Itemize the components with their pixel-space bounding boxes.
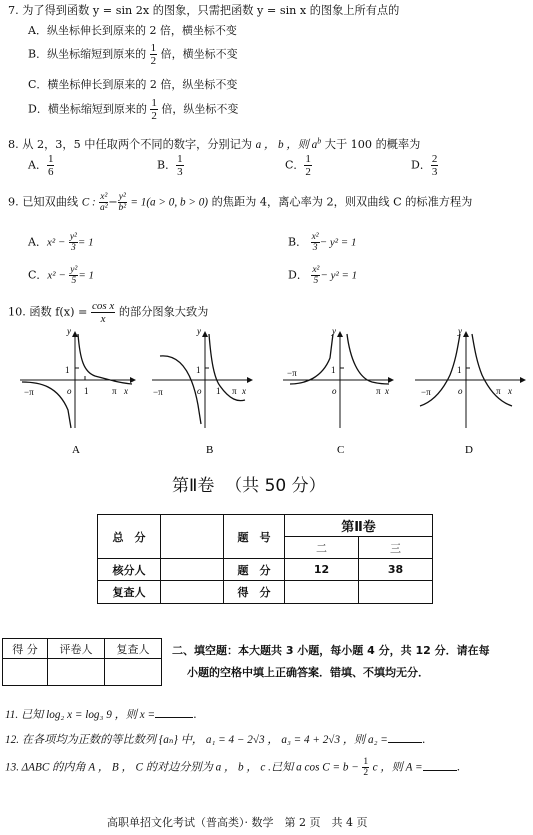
total-value-cell[interactable] — [161, 515, 224, 559]
fraction-half: $\frac{1}{2}$ — [150, 42, 157, 67]
graph-b-pi: π — [232, 386, 237, 396]
graph-label-a: A — [72, 444, 80, 456]
graph-b-origin: o — [197, 386, 202, 396]
q10-stem: 10. 函数 f(x) = $\frac{\text{cos x}}{x}$ 的部分图象大致为 — [8, 300, 209, 325]
q9-option-a: A．x² − $\frac{\text{y²}}{3}$ = 1 — [28, 232, 94, 253]
q8-option-d: D． $\frac{2}{3}$ — [411, 153, 438, 178]
q8-option-c: C． $\frac{1}{2}$ — [285, 153, 311, 178]
graph-a — [20, 332, 135, 428]
graph-c-origin: o — [332, 386, 337, 396]
grade-score-cell[interactable] — [3, 659, 48, 686]
graph-a-origin: o — [67, 386, 72, 396]
q7-option-b — [28, 42, 238, 67]
graph-d-one: 1 — [457, 365, 462, 375]
graph-b-neg-pi: −π — [153, 387, 163, 397]
q9-option-d: D． $\frac{\text{x²}}{5}$ − y² = 1 — [288, 265, 358, 286]
q7-option-a: A．纵坐标伸长到原来的 2 倍，横坐标不变 — [28, 24, 237, 37]
q12-answer-blank[interactable] — [388, 742, 422, 743]
graph-d-pi: π — [496, 386, 501, 396]
graph-d-x: x — [508, 386, 512, 396]
q8-stem: 8. 从 2，3，5 中任取两个不同的数字，分别记为 a ， b ，则 $a^b$ 大于 100 的概率为 — [8, 136, 421, 151]
graph-label-c: C — [337, 444, 345, 456]
checker-label: 核分人 — [98, 559, 161, 581]
q7-option-c: C．横坐标伸长到原来的 2 倍，纵坐标不变 — [28, 78, 238, 91]
fraction-half: $\frac{1}{2}$ — [151, 97, 157, 122]
qno-label: 题 号 — [224, 515, 285, 559]
grader-header: 评卷人 — [48, 639, 105, 659]
page-footer: 高职单招文化考试（普高类）· 数学 第 2 页 共 4 页 — [107, 816, 368, 829]
graph-c-one: 1 — [331, 365, 336, 375]
score-label: 题 分 — [224, 559, 285, 581]
reviewer-header: 复查人 — [105, 639, 162, 659]
got-2-cell[interactable] — [285, 581, 359, 604]
q13: 13. ΔABC 的内角 A ， B ， C 的对边分别为 a ， b ， c .已知 a cos C = b − $\frac{1}{2}$ c ，则 A = . — [5, 757, 461, 778]
section2-line1: 二、填空题：本大题共 3 小题，每小题 4 分，共 12 分．请在每 — [172, 644, 490, 657]
q10-graphs — [0, 320, 533, 460]
reviewer-label: 复查人 — [98, 581, 161, 604]
graph-b-x: x — [242, 386, 246, 396]
q8-option-b: B． $\frac{1}{3}$ — [157, 153, 183, 178]
grading-table — [2, 638, 162, 686]
q7-b-text-post: 倍，横坐标不变 — [160, 47, 238, 61]
graph-a-one: 1 — [65, 365, 70, 375]
q7-b-text: B．纵坐标缩短到原来的 — [28, 47, 147, 61]
section2-line2: 小题的空格中填上正确答案．错填、不填均无分． — [187, 666, 429, 679]
graph-a-x: x — [124, 386, 128, 396]
total-label: 总 分 — [98, 515, 161, 559]
q7-d-text: D．横坐标缩短到原来的 — [28, 102, 147, 116]
graph-d-origin: o — [458, 386, 463, 396]
grade-score-header: 得 分 — [3, 639, 48, 659]
graph-b-y: y — [197, 326, 201, 336]
graph-c-y: y — [332, 326, 336, 336]
q12: 12. 在各项均为正数的等比数列 {aₙ} 中， a₁ = 4 − 2√3 ， a₃ = 4 + 2√3 ，则 a₂ = . — [5, 733, 426, 746]
graph-c-neg-pi: −π — [287, 368, 297, 378]
score-table — [97, 514, 433, 604]
q13-answer-blank[interactable] — [423, 770, 457, 771]
checker-cell[interactable] — [161, 559, 224, 581]
reviewer-cell[interactable] — [161, 581, 224, 604]
graph-a-y: y — [67, 326, 71, 336]
graph-b-one-x: 1 — [216, 386, 221, 396]
score-3: 38 — [358, 559, 432, 581]
graph-label-b: B — [206, 444, 214, 456]
col-2-header: 二 — [285, 537, 359, 559]
score-2: 12 — [285, 559, 359, 581]
q9-option-c: C．x² − $\frac{\text{y²}}{5}$ = 1 — [28, 265, 95, 286]
graph-a-pi: π — [112, 386, 117, 396]
part2-title: 第Ⅱ卷 （共 50 分） — [172, 476, 326, 496]
q9-option-b: B． $\frac{\text{x²}}{3}$ − y² = 1 — [288, 232, 357, 253]
q8-option-a: A． $\frac{1}{6}$ — [28, 153, 54, 178]
q7-stem: 7. 为了得到函数 y = sin 2x 的图象，只需把函数 y = sin x 的图象上所有点的 — [8, 4, 400, 17]
graph-d-y: y — [458, 326, 462, 336]
graph-label-d: D — [465, 444, 473, 456]
graph-c — [283, 332, 393, 428]
part2-header: 第Ⅱ卷 — [285, 515, 433, 537]
graph-d-neg-pi: −π — [421, 387, 431, 397]
graph-a-one-x: 1 — [84, 386, 89, 396]
q11-answer-blank[interactable] — [155, 717, 193, 718]
q11: 11. 已知 log₂ x = log₃ 9 ，则 x = . — [5, 708, 197, 721]
q9-stem: 9. 已知双曲线 C : $\frac{\text{x²}}{\text{a²}}$ − $\frac{\text{y²}}{\text{b²}}$ = 1(a > 0, b > 0) 的焦距为 4，离心率为 2，则双曲线 C 的标准方程为 — [8, 192, 473, 213]
grader-cell[interactable] — [48, 659, 105, 686]
got-3-cell[interactable] — [358, 581, 432, 604]
q7-d-text-post: 倍，纵坐标不变 — [161, 102, 239, 116]
q7-option-d — [28, 97, 238, 122]
graph-c-pi: π — [376, 386, 381, 396]
graph-a-neg-pi: −π — [24, 387, 34, 397]
graph-d — [415, 332, 525, 428]
col-3-header: 三 — [358, 537, 432, 559]
graph-b — [152, 332, 252, 428]
reviewer-cell-2[interactable] — [105, 659, 162, 686]
graph-c-x: x — [385, 386, 389, 396]
graph-b-one: 1 — [196, 365, 201, 375]
got-label: 得 分 — [224, 581, 285, 604]
